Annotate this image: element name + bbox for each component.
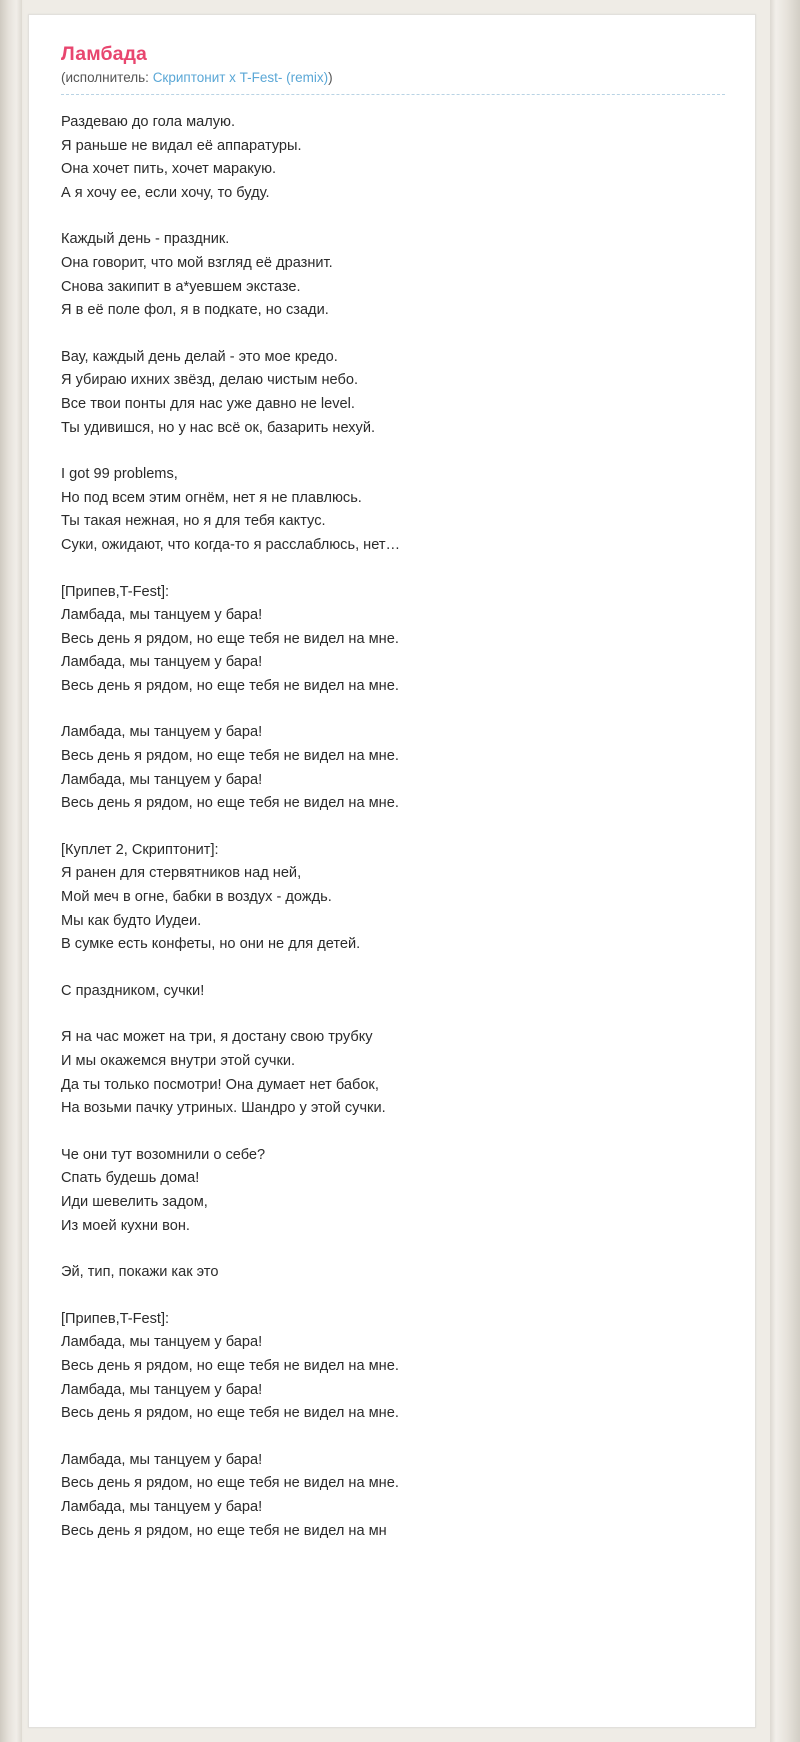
lyrics-stanza <box>61 1449 725 1543</box>
lyrics-line: Но под всем этим огнём, нет я не плавлюсь. <box>61 489 362 506</box>
artist-suffix-label: ) <box>328 70 333 85</box>
lyrics-line: Я на час может на три, я достану свою трубку <box>61 1029 373 1046</box>
lyrics-stanza <box>61 1144 725 1238</box>
lyrics-line: Я ранен для стервятников над ней, <box>61 865 302 882</box>
lyrics-line: Да ты только посмотри! Она думает нет бабок, <box>61 1076 379 1093</box>
lyrics-line: Весь день я рядом, но еще тебя не видел на мне. <box>61 1357 399 1374</box>
lyrics-line: Весь день я рядом, но еще тебя не видел на мне. <box>61 677 399 694</box>
lyrics-line: Иди шевелить задом, <box>61 1193 208 1210</box>
lyrics-line: Из моей кухни вон. <box>61 1217 190 1234</box>
artist-prefix-label: (исполнитель: <box>61 70 153 85</box>
lyrics-sheet <box>28 14 756 1728</box>
lyrics-line: Она говорит, что мой взгляд её дразнит. <box>61 254 333 271</box>
lyrics-line: Че они тут возомнили о себе? <box>61 1146 266 1163</box>
lyrics-line: Суки, ожидают, что когда-то я расслаблюсь, нет… <box>61 536 401 553</box>
lyrics-line: Она хочет пить, хочет маракую. <box>61 161 277 178</box>
lyrics-line: Ты такая нежная, но я для тебя кактус. <box>61 513 326 530</box>
lyrics-line: И мы окажемся внутри этой сучки. <box>61 1053 296 1069</box>
lyrics-line: Ламбада, мы танцуем у бара! <box>61 1451 263 1468</box>
lyrics-line: Ламбада, мы танцуем у бара! <box>61 1498 263 1515</box>
lyrics-stanza <box>61 839 725 957</box>
lyrics-line: [Припев,T-Fest]: <box>61 1310 170 1327</box>
lyrics-line: Весь день я рядом, но еще тебя не видел на мне. <box>61 1405 399 1422</box>
lyrics-body <box>61 111 725 1543</box>
lyrics-stanza <box>61 228 725 322</box>
lyrics-line: Я в её поле фол, я в подкате, но сзади. <box>61 302 329 319</box>
lyrics-stanza <box>61 581 725 699</box>
lyrics-line: Весь день я рядом, но еще тебя не видел на мне. <box>61 795 399 812</box>
artist-line <box>61 70 725 95</box>
lyrics-line: Ламбада, мы танцуем у бара! <box>61 654 263 671</box>
lyrics-stanza <box>61 721 725 815</box>
lyrics-line: Ламбада, мы танцуем у бара! <box>61 771 263 788</box>
lyrics-line: Ты удивишся, но у нас всё ок, базарить нехуй. <box>61 419 376 436</box>
lyrics-stanza <box>61 980 725 1004</box>
lyrics-line: На возьми пачку утриных. Шандро у этой сучки. <box>61 1100 386 1117</box>
lyrics-line: Снова закипит в а*уевшем экстазе. <box>61 278 301 295</box>
lyrics-line: А я хочу ее, если хочу, то буду. <box>61 184 270 201</box>
page-title: Ламбада <box>61 43 147 65</box>
lyrics-line: Весь день я рядом, но еще тебя не видел на мне. <box>61 748 399 765</box>
lyrics-stanza <box>61 1026 725 1120</box>
lyrics-line: Все твои понты для нас уже давно не level. <box>61 395 355 412</box>
lyrics-line: Весь день я рядом, но еще тебя не видел на мн <box>61 1522 387 1539</box>
lyrics-line: Весь день я рядом, но еще тебя не видел на мне. <box>61 1475 399 1492</box>
lyrics-line: Весь день я рядом, но еще тебя не видел на мне. <box>61 630 399 647</box>
lyrics-stanza <box>61 1261 725 1285</box>
lyrics-stanza <box>61 1308 725 1426</box>
lyrics-line: В сумке есть конфеты, но они не для детей. <box>61 936 361 953</box>
lyrics-line: Ламбада, мы танцуем у бара! <box>61 1381 263 1398</box>
lyrics-line: Мы как будто Иудеи. <box>61 912 202 929</box>
lyrics-line: Я раньше не видал её аппаратуры. <box>61 137 302 154</box>
lyrics-stanza <box>61 463 725 557</box>
lyrics-line: Ламбада, мы танцуем у бара! <box>61 1334 263 1351</box>
lyrics-line: Каждый день - праздник. <box>61 231 230 248</box>
lyrics-line: Ламбада, мы танцуем у бара! <box>61 724 263 741</box>
lyrics-line: С праздником, сучки! <box>61 982 205 999</box>
lyrics-stanza <box>61 346 725 440</box>
lyrics-line: [Куплет 2, Скриптонит]: <box>61 841 219 858</box>
artist-link[interactable]: Скриптонит х T-Fest- (remix) <box>152 70 329 85</box>
lyrics-line: Спать будешь дома! <box>61 1170 200 1187</box>
lyrics-stanza <box>61 111 725 205</box>
lyrics-line: Эй, тип, покажи как это <box>61 1264 219 1281</box>
lyrics-line: Мой меч в огне, бабки в воздух - дождь. <box>61 889 332 906</box>
lyrics-line: Вау, каждый день делай - это мое кредо. <box>61 348 338 365</box>
lyrics-line: [Припев,T-Fest]: <box>61 583 170 600</box>
lyrics-line: Ламбада, мы танцуем у бара! <box>61 607 263 624</box>
lyrics-line: Раздеваю до гола малую. <box>61 114 236 130</box>
lyrics-line: I got 99 problems, <box>61 466 178 483</box>
lyrics-line: Я убираю ихних звёзд, делаю чистым небо. <box>61 372 358 389</box>
